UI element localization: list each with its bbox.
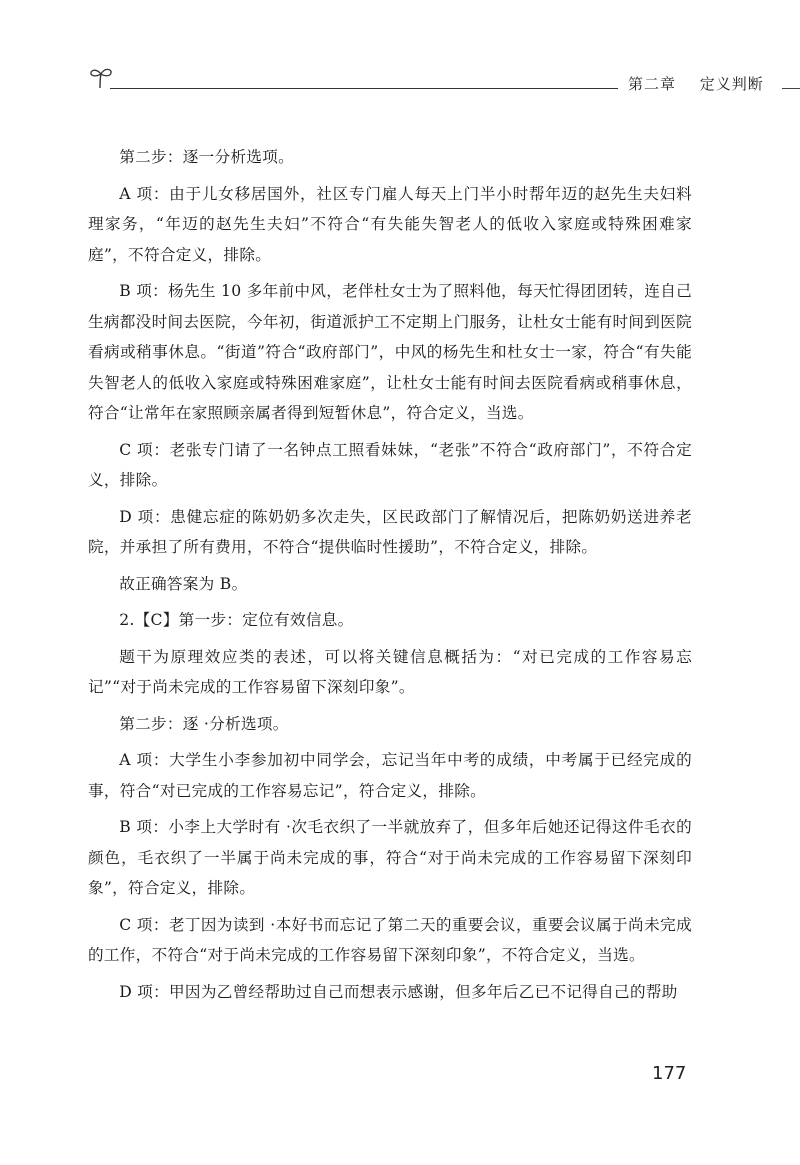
paragraph: C 项：老丁因为读到 ·本好书而忘记了第二天的重要会议，重要会议属于尚未完成的工作，不符合“对于尚未完成的工作容易留下深刻印象”，不符合定义，当选。	[88, 915, 692, 964]
header-rule-tail	[782, 88, 800, 89]
paragraph: B 项：杨先生 10 多年前中风，老伴杜女士为了照料他，每天忙得团团转，连自己生病都没时间去医院，今年初，街道派护工不定期上门服务，让杜女士能有时间到医院看病或稍事休息。“街道”符合“政府部门”，中风的杨先生和杜女士一家，符合“有失能失智老人的低收入家庭或特殊困难家庭”，让杜女士能有时间去医院看病或稍事休息，符合“让常年在家照顾亲属者得到短暂休息”，符合定义，当选。	[88, 282, 692, 422]
paragraph: D 项：患健忘症的陈奶奶多次走失，区民政部门了解情况后，把陈奶奶送进养老院，并承担了所有费用，不符合“提供临时性援助”，不符合定义，排除。	[88, 507, 692, 556]
section-label: 定义判断	[699, 75, 764, 93]
page-number: 177	[652, 1063, 687, 1084]
paragraph: A 项：大学生小李参加初中同学会，忘记当年中考的成绩，中考属于已经完成的事，符合“对已完成的工作容易忘记”，符合定义，排除。	[88, 751, 692, 800]
header-title	[628, 73, 764, 94]
paragraph: 题干为原理效应类的表述，可以将关键信息概括为：“对已完成的工作容易忘记”“对于尚未完成的工作容易留下深刻印象”。	[88, 647, 692, 696]
paragraph: A 项：由于儿女移居国外，社区专门雇人每天上门半小时帮年迈的赵先生夫妇料理家务，“年迈的赵先生夫妇”不符合“有失能失智老人的低收入家庭或特殊困难家庭”，不符合定义，排除。	[88, 184, 692, 264]
sprout-icon	[88, 64, 114, 90]
paragraph: 故正确答案为 B。	[119, 574, 248, 593]
running-header	[88, 64, 764, 94]
paragraph: D 项：甲因为乙曾经帮助过自己而想表示感谢，但多年后乙已不记得自己的帮助	[119, 982, 678, 1001]
chapter-label: 第二章	[628, 75, 677, 93]
header-rule	[110, 88, 618, 89]
paragraph: C 项：老张专门请了一名钟点工照看妹妹，“老张”不符合“政府部门”，不符合定义，排除。	[88, 440, 692, 489]
paragraph: B 项：小李上大学时有 ·次毛衣织了一半就放弃了，但多年后她还记得这件毛衣的颜色，毛衣织了一半属于尚未完成的事，符合“对于尚未完成的工作容易留下深刻印象”，符合定义，排除。	[88, 818, 692, 897]
paragraph: 第二步：逐一分析选项。	[119, 148, 295, 166]
page-body	[88, 142, 692, 1013]
paragraph: 第二步：逐 ·分析选项。	[119, 714, 289, 733]
paragraph: 2.【C】第一步：定位有效信息。	[119, 611, 354, 629]
